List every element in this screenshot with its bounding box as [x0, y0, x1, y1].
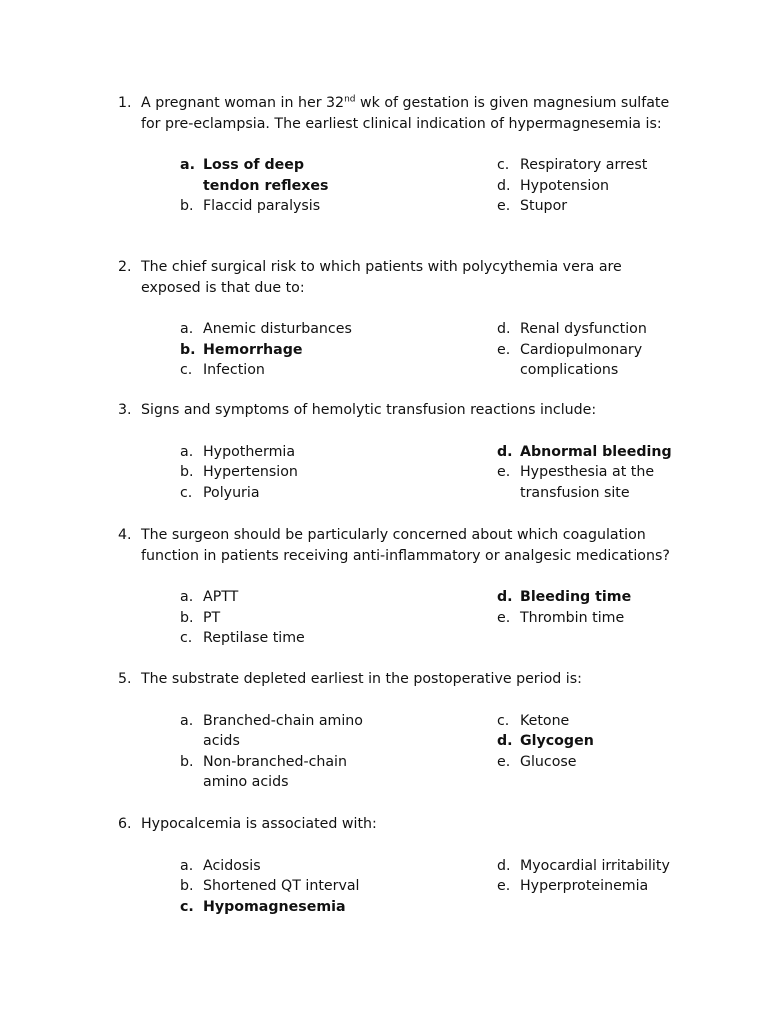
option-b — [180, 752, 363, 793]
option-text: Glucose — [520, 753, 577, 770]
option-d — [497, 731, 672, 752]
option-text: Polyuria — [203, 484, 260, 501]
option-text: Cardiopulmonary complications — [520, 341, 643, 378]
option-letter: a. — [180, 321, 194, 337]
option-letter: e. — [497, 341, 511, 358]
question-stem — [118, 400, 678, 421]
option-text: Shortened QT interval — [203, 878, 360, 894]
option-d — [497, 587, 672, 608]
options-right-column — [497, 319, 672, 381]
option-letter: c. — [180, 362, 193, 378]
option-text: Hypomagnesemia — [203, 898, 346, 915]
option-c — [497, 711, 672, 732]
option-d — [497, 319, 672, 340]
option-c — [180, 897, 380, 918]
option-text: Acidosis — [203, 857, 261, 874]
option-c — [497, 155, 672, 176]
question-5 — [118, 669, 678, 790]
option-letter: e. — [497, 198, 511, 214]
option-letter: a. — [180, 857, 194, 874]
option-text: Hypesthesia at the transfusion site — [520, 464, 655, 501]
question-text: Signs and symptoms of hemolytic transfusion reactions include: — [141, 402, 597, 418]
question-text: The chief surgical risk to which patients with polycythemia vera are exposed is that due to: — [141, 259, 622, 296]
option-d — [497, 856, 710, 877]
option-a — [180, 442, 380, 463]
option-text: Flaccid paralysis — [203, 198, 321, 214]
answer-options — [118, 442, 678, 506]
option-text: Hyperproteinemia — [520, 878, 649, 894]
options-right-column — [497, 587, 672, 628]
option-text: Non-branched-chain amino acids — [203, 753, 347, 790]
answer-options — [118, 155, 678, 219]
option-text: Myocardial irritability — [520, 857, 670, 874]
answer-options — [118, 319, 678, 383]
option-d — [497, 442, 672, 463]
question-6 — [118, 814, 678, 920]
option-text: Ketone — [520, 712, 570, 729]
option-letter: d. — [497, 321, 511, 337]
options-right-column — [497, 856, 672, 897]
question-stem — [118, 669, 678, 690]
question-4 — [118, 525, 678, 651]
question-text — [141, 93, 678, 134]
option-text: Hypertension — [203, 464, 298, 480]
option-c — [180, 360, 380, 381]
question-text-after: wk of gestation is given magnesium sulfate for pre-eclampsia. The earliest clinical indication of hypermagnesemia is: — [141, 95, 670, 132]
question-stem — [118, 257, 678, 298]
options-left-column — [180, 155, 380, 217]
option-e — [497, 196, 672, 217]
option-e — [497, 876, 672, 897]
question-stem — [118, 93, 678, 134]
ordinal-superscript: nd — [344, 94, 356, 105]
option-letter: b. — [180, 609, 194, 626]
option-b — [180, 608, 380, 629]
option-letter: e. — [497, 609, 511, 626]
option-b — [180, 340, 380, 361]
option-text: Hypotension — [520, 177, 610, 194]
question-number: 4. — [118, 527, 132, 543]
option-text: Anemic disturbances — [203, 321, 352, 337]
question-stem — [118, 525, 678, 566]
option-a — [180, 155, 353, 196]
question-number: 3. — [118, 402, 132, 418]
question-number: 2. — [118, 259, 132, 275]
option-c — [180, 628, 380, 649]
option-letter: d. — [497, 589, 513, 605]
option-text: Abnormal bleeding — [520, 443, 672, 460]
option-text: APTT — [203, 589, 239, 605]
option-text: Reptilase time — [203, 630, 305, 646]
option-e — [497, 340, 645, 381]
question-number: 5. — [118, 671, 132, 687]
option-text: Branched-chain amino acids — [203, 712, 363, 749]
option-text: Stupor — [520, 198, 568, 214]
option-text: Respiratory arrest — [520, 157, 648, 173]
option-text: Bleeding time — [520, 589, 632, 605]
answer-options — [118, 711, 678, 790]
option-letter: b. — [180, 464, 194, 480]
option-text: Renal dysfunction — [520, 321, 647, 337]
option-letter: d. — [497, 177, 511, 194]
option-letter: a. — [180, 443, 194, 460]
question-text: The surgeon should be particularly concerned about which coagulation function in patients receiving anti-inflammatory or analgesic medications? — [141, 527, 670, 564]
option-letter: e. — [497, 753, 511, 770]
option-letter: a. — [180, 157, 195, 173]
option-letter: a. — [180, 589, 194, 605]
option-text: Hypothermia — [203, 443, 296, 460]
question-text: Hypocalcemia is associated with: — [141, 816, 377, 832]
option-a — [180, 319, 380, 340]
option-letter: d. — [497, 443, 513, 460]
option-b — [180, 462, 380, 483]
option-text: Hemorrhage — [203, 341, 303, 358]
option-letter: c. — [497, 157, 510, 173]
option-c — [180, 483, 380, 504]
answer-options — [118, 856, 678, 920]
option-letter: b. — [180, 878, 194, 894]
options-left-column — [180, 319, 380, 381]
option-letter: e. — [497, 878, 511, 894]
option-e — [497, 752, 672, 773]
option-letter: c. — [180, 484, 193, 501]
option-text: Loss of deep tendon reflexes — [203, 157, 329, 194]
option-letter: c. — [497, 712, 510, 729]
options-left-column — [180, 442, 380, 504]
option-letter: a. — [180, 712, 194, 729]
question-stem — [118, 814, 678, 835]
option-a — [180, 587, 380, 608]
option-b — [180, 876, 380, 897]
options-left-column — [180, 587, 380, 649]
options-right-column — [497, 711, 672, 773]
option-letter: c. — [180, 630, 193, 646]
option-letter: b. — [180, 753, 194, 770]
option-text: Infection — [203, 362, 265, 378]
question-3 — [118, 400, 678, 506]
option-letter: d. — [497, 857, 511, 874]
options-right-column — [497, 442, 672, 504]
option-letter: d. — [497, 733, 513, 749]
question-number: 6. — [118, 816, 132, 832]
option-e — [497, 608, 672, 629]
option-letter: e. — [497, 464, 511, 480]
option-letter: b. — [180, 198, 194, 214]
option-letter: b. — [180, 341, 196, 358]
option-text: PT — [203, 609, 221, 626]
question-text-before: A pregnant woman in her 32 — [141, 95, 345, 111]
option-d — [497, 176, 672, 197]
option-text: Thrombin time — [520, 609, 625, 626]
option-text: Glycogen — [520, 733, 594, 749]
options-left-column — [180, 711, 380, 793]
options-left-column — [180, 856, 380, 918]
options-right-column — [497, 155, 672, 217]
option-letter: c. — [180, 898, 194, 915]
question-2 — [118, 257, 678, 383]
option-a — [180, 711, 363, 752]
question-1 — [118, 93, 678, 219]
option-e — [497, 462, 655, 503]
question-number: 1. — [118, 95, 132, 111]
option-a — [180, 856, 380, 877]
answer-options — [118, 587, 678, 651]
question-text: The substrate depleted earliest in the postoperative period is: — [141, 671, 582, 687]
option-b — [180, 196, 380, 217]
